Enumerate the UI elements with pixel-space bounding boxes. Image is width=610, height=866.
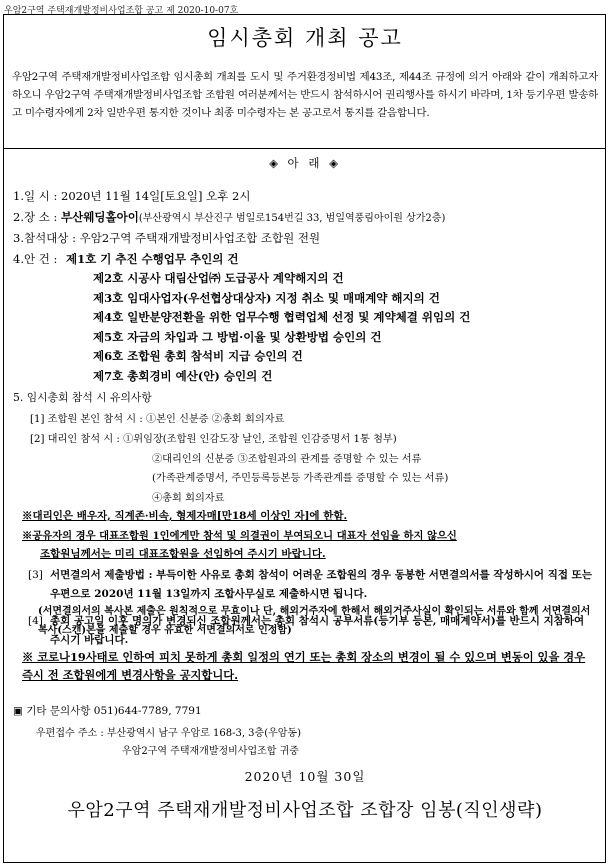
- recipient: 우암2구역 주택재개발정비사업조합 귀중: [122, 746, 299, 757]
- note-proxy-attendance: [2] 대리인 참석 시 : ①위임장(조합원 인감도장 날인, 조합원 인감증명서 1통 첨부): [30, 434, 397, 445]
- agenda-label: 4.안 건 :: [13, 252, 58, 266]
- target-row: [13, 230, 320, 246]
- notes-heading: 5. 임시총회 참석 시 유의사항: [13, 391, 152, 404]
- agenda-item: 제1호 기 추진 수행업무 추인의 건: [66, 252, 239, 266]
- date-row: [13, 188, 250, 204]
- target-value: 우암2구역 주택재개발정비사업조합 조합원 전원: [79, 231, 321, 245]
- divider: [3, 148, 606, 149]
- ownership-change-label: [4]: [28, 615, 43, 627]
- written-resolution-text: 서면결의서 제출방법 : 부득이한 사유로 총회 참석이 어려운 조합원의 경우 동봉한 서면결의서를 작성하시어 직접 또는 우편으로 2020년 11월 13일까지 조합사무실로 제출하시면 됩니다.: [50, 569, 592, 600]
- section-heading-ahrae: ◈ 아 래 ◈: [269, 156, 341, 170]
- notice-reference-number: 우암2구역 주택재개발정비사업조합 공고 제 2020-10-07호: [4, 6, 239, 16]
- proxy-eligibility-note: ※대리인은 배우자, 직계존·비속, 형제자매[만18세 이상인 자]에 한함.: [22, 510, 348, 522]
- co-owner-note-cont: 조합원님께서는 미리 대표조합원을 선임하여 주시기 바랍니다.: [40, 548, 326, 560]
- mailing-address: 우편접수 주소 : 부산광역시 남구 우암로 168-3, 3층(우암동): [36, 728, 301, 739]
- written-resolution-label: [3]: [28, 569, 43, 581]
- co-owner-note: ※공유자의 경우 대표조합원 1인에게만 참석 및 의결권이 부여되오니 대표자 선임을 하지 않으신: [22, 530, 457, 542]
- place-label: 2.장 소 :: [13, 210, 58, 224]
- contact-info: ▣ 기타 문의사항 051)644-7789, 7791: [13, 705, 202, 717]
- covid-notice: ※ 코로나19사태로 인하여 피치 못하게 총회 일정의 연기 또는 총회 장소의 변경이 될 수 있으며 변동이 있을 경우 즉시 전 조합원에게 변경사항을 공지합니다.: [22, 650, 586, 682]
- agenda-item: 제5호 자금의 차입과 그 방법·이율 및 상환방법 승인의 건: [93, 330, 382, 344]
- written-resolution-copy-note: (서면결의서의 복사본 제출은 원칙적으로 무효이나 단, 해외거주자에 한해서 해외거주사실이 확인되는 서류와 함께 서면결의서 복사(스캔)본을 제출할 경우 유효한 서면결의서로 인정함): [38, 606, 591, 636]
- agenda-item: 제4호 일반분양전환을 위한 업무수행 협력업체 선정 및 계약체결 위임의 건: [93, 310, 471, 324]
- date-label: 1.일 시 :: [13, 189, 58, 203]
- place-name: 부산웨딩홀아이: [61, 210, 139, 224]
- note-proxy-docs: ②대리인의 신분증 ③조합원과의 관계를 증명할 수 있는 서류: [152, 454, 422, 465]
- ownership-change-block: [28, 612, 596, 649]
- agenda-item: 제2호 시공사 대림산업㈜ 도급공사 계약해지의 건: [93, 271, 344, 285]
- signature-line: 우암2구역 주택재개발정비사업조합 조합장 임봉(직인생략): [67, 800, 543, 821]
- page-title: 임시총회 개최 공고: [207, 26, 403, 50]
- agenda-item: 제7호 총회경비 예산(안) 승인의 건: [93, 369, 273, 383]
- note-self-attendance: [1] 조합원 본인 참석 시 : ①본인 신분증 ②총회 회의자료: [30, 414, 285, 425]
- place-address: (부산광역시 부산진구 범일로154번길 33, 범일역풍림아이원 상가2층): [138, 213, 446, 224]
- ownership-change-text: 총회 공고일 이후 명의가 변경되신 조합원께서는 총회 참석시 공부서류(등기부 등본, 매매계약서)를 반드시 지참하여 주시기 바랍니다.: [50, 615, 585, 646]
- agenda-item: 제3호 임대사업자(우선협상대상자) 지정 취소 및 매매계약 해지의 건: [93, 291, 440, 305]
- issue-date: 2020년 10월 30일: [244, 769, 366, 784]
- agenda-item: 제6호 조합원 총회 참석비 지급 승인의 건: [93, 349, 303, 363]
- note-proxy-meeting-docs: ④총회 회의자료: [152, 493, 225, 504]
- intro-paragraph: 우암2구역 주택재개발정비사업조합 임시총회 개최를 도시 및 주거환경정비법 제43조, 제44조 규정에 의거 아래와 같이 개최하고자 하오니 우암2구역 주택재개발정비사업조합 조합원 여러분께서는 반드시 참석하시어 권리행사를 하시기 바라며, 1차 등기우편 발송하고 미수령자에게 2차 일반우편 통지한 것이나 최종 미수령자는 본 공고로서 통지를 갈음합니다.: [12, 71, 598, 119]
- date-value: 2020년 11월 14일[토요일] 오후 2시: [61, 189, 251, 203]
- note-proxy-docs-detail: (가족관계증명서, 주민등록등본등 가족관계를 증명할 수 있는 서류): [152, 473, 449, 484]
- place-row: [13, 209, 445, 225]
- target-label: 3.참석대상 :: [13, 231, 76, 245]
